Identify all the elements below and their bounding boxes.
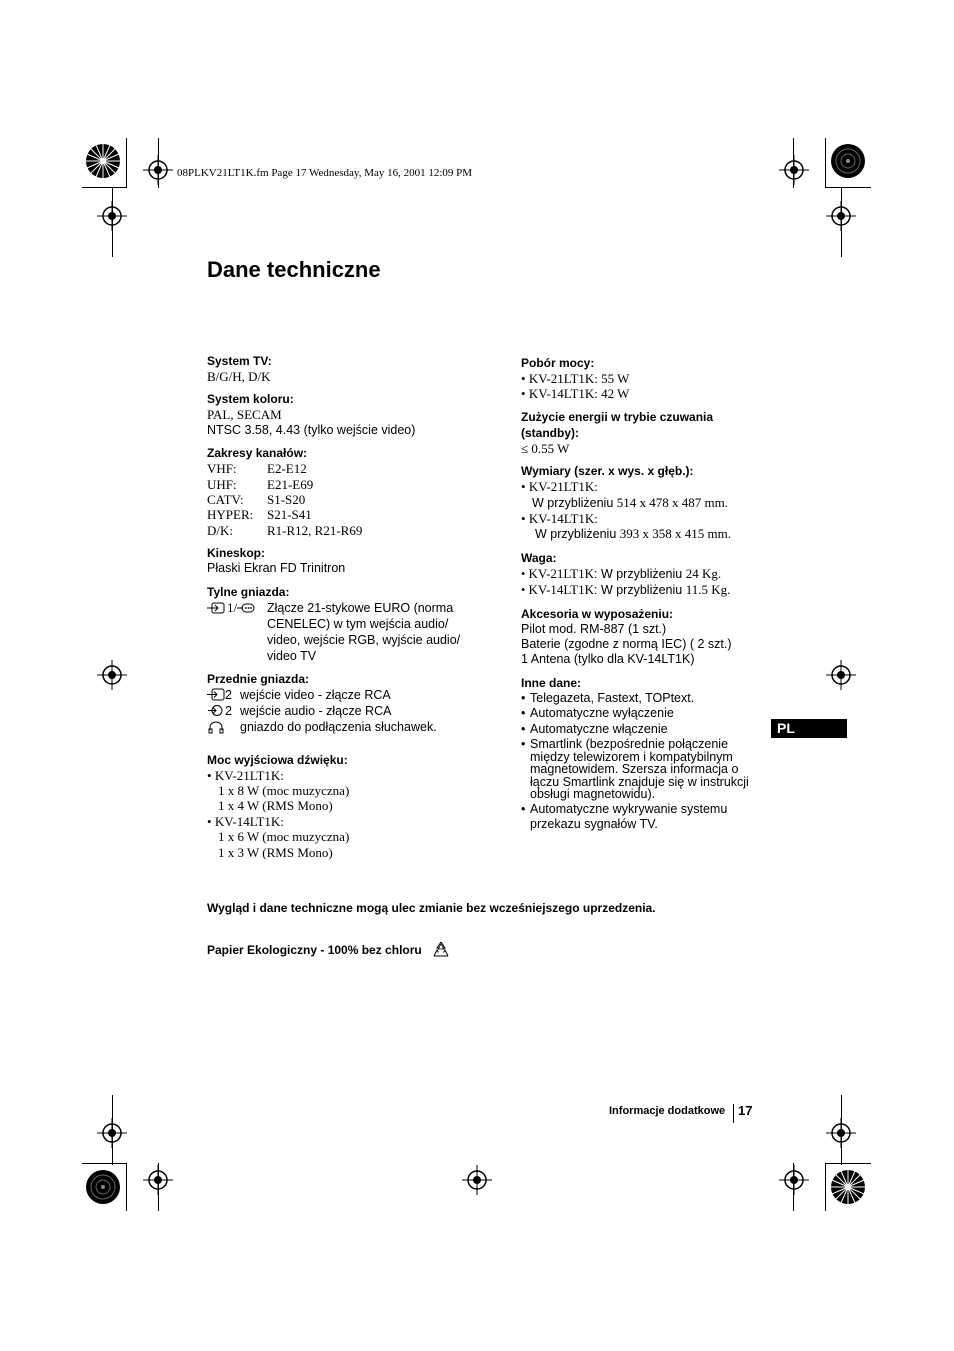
akcesoria-line: 1 Antena (tylko dla KV-14LT1K) (521, 652, 695, 667)
system-tv-heading: System TV: (207, 354, 272, 368)
power-value: 1 x 3 W (RMS Mono) (218, 844, 333, 860)
tylne-line: video, wejście RGB, wyjście audio/ (267, 632, 461, 647)
left-column (207, 353, 497, 860)
input-arrow-icon (207, 601, 227, 615)
sunburst-mark-bottom-left (83, 1167, 123, 1207)
system-koloru-heading: System koloru: (207, 392, 294, 407)
power-model: • KV-21LT1K: (207, 768, 497, 783)
power-model: • KV-14LT1K: (207, 814, 497, 829)
audio-input-icon (207, 704, 225, 717)
front-jack-row: gniazdo do podłączenia słuchawek. (207, 719, 497, 735)
sunburst-mark-top-right (828, 141, 868, 181)
channel-range-row: VHF: E2-E12 (207, 461, 307, 477)
inne-heading: Inne dane: (521, 675, 582, 690)
video-input-icon (207, 688, 225, 701)
inne-item: • Smartlink (bezpośrednie połączenie między telewizorem i kompatybilnym magnetowidem. Szersza informacja o łączu Smartlink znajduje się w instrukcji obsługi magnetowidu). (521, 738, 752, 801)
scart-symbol: 1/ (207, 600, 267, 664)
waga-heading: Waga: (521, 550, 557, 565)
tylne-heading: Tylne gniazda: (207, 584, 290, 599)
crosshair-mark (779, 155, 809, 185)
pobor-line: • KV-14LT1K: 42 W (521, 386, 751, 401)
front-jack-row: 2 wejście audio - złącze RCA (207, 703, 497, 719)
footer-section-label: Informacje dodatkowe (609, 1105, 726, 1117)
zuzycie-heading: Zużycie energii w trybie czuwania (521, 409, 714, 424)
waga-line: • KV-14LT1K: W przybliżeniu 11.5 Kg. (521, 582, 751, 598)
page-title: Dane techniczne (207, 257, 381, 282)
language-tab: PL (771, 719, 847, 738)
front-jack-row: 2 wejście video - złącze RCA (207, 687, 497, 703)
tylne-line: video TV (267, 648, 317, 663)
inne-item: • Automatyczne wyłączenie (521, 706, 751, 721)
recycle-icon (431, 940, 451, 960)
paper-note: Papier Ekologiczny - 100% bez chloru (207, 943, 422, 957)
footer-divider (733, 1104, 734, 1123)
tylne-line: Złącze 21-stykowe EURO (norma (267, 600, 454, 615)
akcesoria-heading: Akcesoria w wyposażeniu: (521, 606, 674, 621)
akcesoria-line: Baterie (zgodne z normą IEC) ( 2 szt.) (521, 637, 732, 652)
power-value: 1 x 8 W (moc muzyczna) (218, 783, 350, 799)
tylne-line: CENELEC) w tym wejścia audio/ (267, 616, 449, 631)
channel-range-row: HYPER: S21-S41 (207, 507, 312, 523)
tylne-gniazda-block (207, 600, 497, 664)
channel-range-row: D/K: R1-R12, R21-R69 (207, 522, 363, 538)
crosshair-mark (779, 1165, 809, 1195)
channel-range-row: CATV: S1-S20 (207, 492, 306, 508)
zakresy-heading: Zakresy kanałów: (207, 446, 308, 461)
wymiary-model: • KV-14LT1K: (521, 511, 751, 526)
pobor-line: • KV-21LT1K: 55 W (521, 371, 751, 386)
zuzycie-value: ≤ 0.55 W (521, 440, 570, 456)
wymiary-heading: Wymiary (szer. x wys. x głęb.): (521, 464, 694, 479)
page-number: 17 (738, 1103, 753, 1118)
inne-item: • Automatyczne wykrywanie systemu przekazu sygnałów TV. (521, 802, 752, 833)
inne-item: • Telegazeta, Fastext, TOPtext. (521, 691, 751, 706)
file-header-meta: 08PLKV21LT1K.fm Page 17 Wednesday, May 16, 2001 12:09 PM (177, 167, 473, 179)
moc-heading: Moc wyjściowa dźwięku: (207, 752, 348, 767)
akcesoria-line: Pilot mod. RM-887 (1 szt.) (521, 621, 667, 636)
pobor-heading: Pobór mocy: (521, 356, 595, 370)
crosshair-mark (826, 660, 856, 690)
inne-item: • Automatyczne włączenie (521, 722, 751, 737)
specification-notice: Wygląd i dane techniczne mogą ulec zmianie bez wcześniejszego uprzedzenia. (207, 901, 656, 915)
power-value: 1 x 4 W (RMS Mono) (218, 798, 333, 814)
wymiary-value: W przybliżeniu 514 x 478 x 487 mm. (532, 494, 728, 510)
system-tv-value: B/G/H, D/K (207, 369, 271, 384)
channel-range-row: UHF: E21-E69 (207, 476, 314, 492)
power-value: 1 x 6 W (moc muzyczna) (218, 829, 350, 845)
crosshair-mark (462, 1165, 492, 1195)
wymiary-model: • KV-21LT1K: (521, 479, 751, 494)
sunburst-mark-top-left (83, 141, 123, 181)
paper-note-row (207, 940, 451, 960)
headphones-icon (207, 720, 225, 734)
zuzycie-heading: (standby): (521, 425, 579, 440)
sunburst-mark-bottom-right (828, 1167, 868, 1207)
system-koloru-line: NTSC 3.58, 4.43 (tylko wejście video) (207, 422, 416, 437)
scart-output-icon (237, 601, 255, 615)
waga-line: • KV-21LT1K: W przybliżeniu 24 Kg. (521, 566, 751, 582)
system-koloru-line: PAL, SECAM (207, 407, 282, 423)
kineskop-heading: Kineskop: (207, 546, 266, 561)
przednie-heading: Przednie gniazda: (207, 671, 310, 686)
right-column (521, 355, 751, 832)
wymiary-value: W przybliżeniu 393 x 358 x 415 mm. (535, 526, 731, 542)
crosshair-mark (97, 660, 127, 690)
kineskop-value: Płaski Ekran FD Trinitron (207, 561, 346, 576)
